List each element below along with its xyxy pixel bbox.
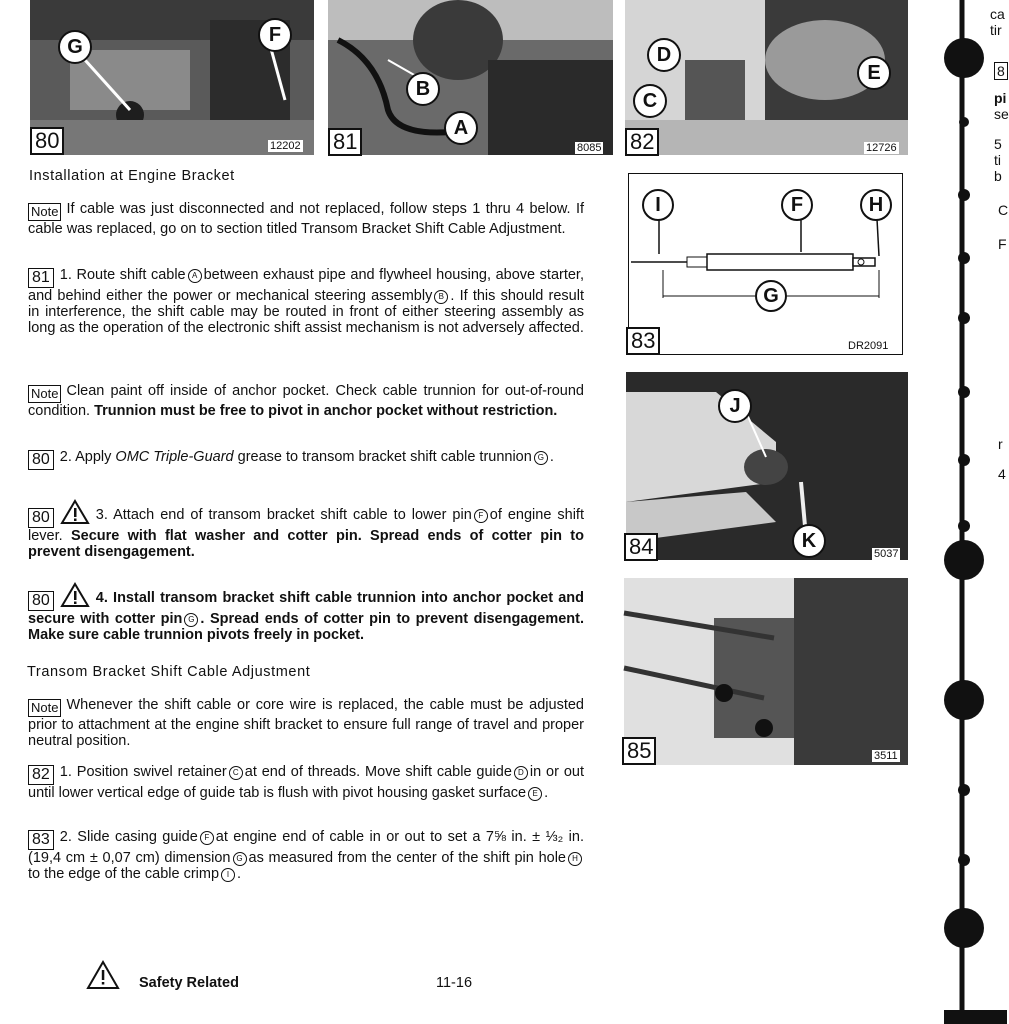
ref-circle: B	[434, 290, 448, 304]
paragraph-text: Whenever the shift cable or core wire is replaced, the cable must be adjusted prior to attachment at the engine shift bracket to ensure full range of travel and proper neutral position.	[28, 697, 584, 750]
callout-g: G	[755, 280, 787, 312]
callout-a: A	[444, 111, 478, 145]
ref-circle: A	[188, 269, 202, 283]
figure-81-photo	[328, 0, 613, 155]
paragraph-text: grease to transom bracket shift cable trunnion	[237, 449, 532, 465]
step-paragraph-attach-cable	[28, 499, 584, 560]
ref-circle: F	[474, 509, 488, 523]
ref-circle: G	[534, 451, 548, 465]
next-page-fragment: pi	[994, 90, 1007, 106]
callout-b: B	[406, 72, 440, 106]
note-tag: Note	[28, 385, 61, 403]
paragraph-text: 2. Slide casing guide	[59, 829, 198, 845]
figure-code-82: 12726	[866, 142, 897, 154]
figure-ref-tag: 83	[28, 830, 54, 850]
next-page-fragment: 5	[994, 136, 1002, 152]
ref-circle: I	[221, 868, 235, 882]
callout-g: G	[58, 30, 92, 64]
paragraph-text: .	[237, 866, 242, 883]
step-paragraph-route-cable	[28, 267, 584, 337]
figure-code-85: 3511	[874, 750, 898, 762]
figure-number-80: 80	[30, 127, 64, 155]
paragraph-text: at end of threads. Move shift cable guide	[244, 764, 512, 780]
paragraph-bold-text: Secure with flat washer and cotter pin. Spread ends of cotter pin to prevent disengagement.	[28, 528, 584, 561]
engine-photo-85	[624, 578, 908, 765]
paragraph-text: of engine shift lever.	[28, 507, 584, 544]
figure-number-84: 84	[624, 533, 658, 561]
note-tag: Note	[28, 699, 61, 717]
warning-triangle-icon	[86, 960, 120, 990]
figure-80-photo	[30, 0, 314, 155]
figure-82-photo	[625, 0, 908, 155]
figure-number-81: 81	[328, 128, 362, 156]
footer-safety-label: Safety Related	[139, 975, 239, 991]
paragraph-bold-text: . Spread ends of cotter pin to prevent disengagement. Make sure cable trunnion pivots freely in pocket.	[28, 611, 584, 644]
next-page-fragment: 4	[998, 466, 1006, 482]
paragraph-text: 1. Route shift cable	[59, 267, 186, 283]
figure-ref-tag: 81	[28, 268, 54, 288]
step-paragraph-slide-guide	[28, 829, 584, 882]
callout-f: F	[781, 189, 813, 221]
figure-number-83: 83	[626, 327, 660, 355]
figure-ref-tag: 82	[28, 765, 54, 785]
step-paragraph-apply-grease	[28, 449, 584, 470]
paragraph-text: in or out until lower vertical edge of guide tab is flush with pivot housing gasket surface	[28, 764, 584, 801]
ref-circle: G	[233, 852, 247, 866]
figure-84-photo	[626, 372, 908, 560]
footer-page-number: 11-16	[436, 975, 473, 991]
figure-code-84: 5037	[874, 548, 899, 560]
next-page-fragment: 8	[994, 62, 1008, 80]
figure-number-82: 82	[625, 128, 659, 156]
ref-circle: H	[568, 852, 582, 866]
paragraph-text: 1. Position swivel retainer	[59, 764, 227, 780]
figure-ref-tag: 80	[28, 450, 54, 470]
paragraph-text: .	[549, 449, 554, 465]
callout-f: F	[258, 18, 292, 52]
note-tag: Note	[28, 203, 61, 221]
figure-85-photo	[624, 578, 908, 765]
engine-photo-84	[626, 372, 908, 560]
ref-circle: G	[184, 613, 198, 627]
step-paragraph-install-trunnion	[28, 582, 584, 643]
figure-number-85: 85	[622, 737, 656, 765]
paragraph-text: If cable was just disconnected and not replaced, follow steps 1 thru 4 below. If cable was replaced, go on to section titled Transom Bracket Shift Cable Adjustment.	[28, 201, 584, 237]
note-paragraph-1	[28, 201, 584, 237]
ref-circle: D	[514, 766, 528, 780]
ref-circle: C	[229, 766, 243, 780]
next-page-fragment: b	[994, 168, 1002, 184]
note-paragraph-anchor	[28, 383, 584, 419]
paragraph-text: as measured from the center of the shift pin hole	[248, 850, 566, 866]
callout-i: I	[642, 189, 674, 221]
callout-k: K	[792, 524, 826, 558]
ref-circle: F	[200, 831, 214, 845]
paragraph-text: at engine end of cable in or out to set a 7⅝ in. ± ⅓₂ in. (19,4 cm ± 0,07 cm) dimension	[28, 829, 584, 866]
note-paragraph-adjust	[28, 697, 584, 749]
callout-j: J	[718, 389, 752, 423]
step-paragraph-position-retainer	[28, 764, 584, 801]
figure-code-83: DR2091	[848, 340, 889, 352]
product-name: OMC Triple-Guard	[115, 449, 234, 465]
next-page-fragment: se	[994, 106, 1009, 122]
callout-e: E	[857, 56, 891, 90]
figure-code-80: 12202	[270, 140, 301, 152]
figure-83-diagram	[628, 173, 903, 355]
callout-d: D	[647, 38, 681, 72]
section-heading-installation: Installation at Engine Bracket	[29, 168, 235, 184]
paragraph-text: 2. Apply	[59, 449, 112, 465]
warning-triangle-icon	[60, 499, 90, 525]
paragraph-bold-text: Trunnion must be free to pivot in anchor pocket without restriction.	[94, 403, 558, 419]
figure-ref-tag: 80	[28, 591, 54, 611]
paragraph-text: 3. Attach end of transom bracket shift cable to lower pin	[95, 507, 472, 523]
warning-triangle-icon	[60, 582, 90, 608]
paragraph-text: . If this should result in interference, the shift cable may be routed in front of either steering assembly as long as the operation of the electronic shift assist mechanism is not adversely affected.	[28, 288, 584, 337]
next-page-fragment: ti	[994, 152, 1001, 168]
paragraph-text: .	[544, 785, 549, 801]
figure-ref-tag: 80	[28, 508, 54, 528]
callout-c: C	[633, 84, 667, 118]
next-page-fragment: tir	[990, 22, 1002, 38]
paragraph-text: to the edge of the cable crimp	[28, 866, 220, 883]
ref-circle: E	[528, 787, 542, 801]
next-page-fragment: C	[998, 202, 1009, 218]
callout-h: H	[860, 189, 892, 221]
paragraph-bold-text: 4. Install transom bracket shift cable trunnion into anchor pocket and secure with cotter pin	[28, 590, 584, 627]
next-page-fragment: r	[998, 436, 1003, 452]
next-page-fragment: F	[998, 236, 1007, 252]
figure-code-81: 8085	[577, 142, 602, 154]
next-page-fragment: ca	[990, 6, 1005, 22]
paragraph-text: Clean paint off inside of anchor pocket. Check cable trunnion for out-of-round condition.	[28, 383, 584, 419]
paragraph-text: between exhaust pipe and flywheel housing, above starter, and behind either the power or mechanical steering assembly	[28, 267, 584, 304]
section-heading-adjustment: Transom Bracket Shift Cable Adjustment	[27, 664, 311, 680]
